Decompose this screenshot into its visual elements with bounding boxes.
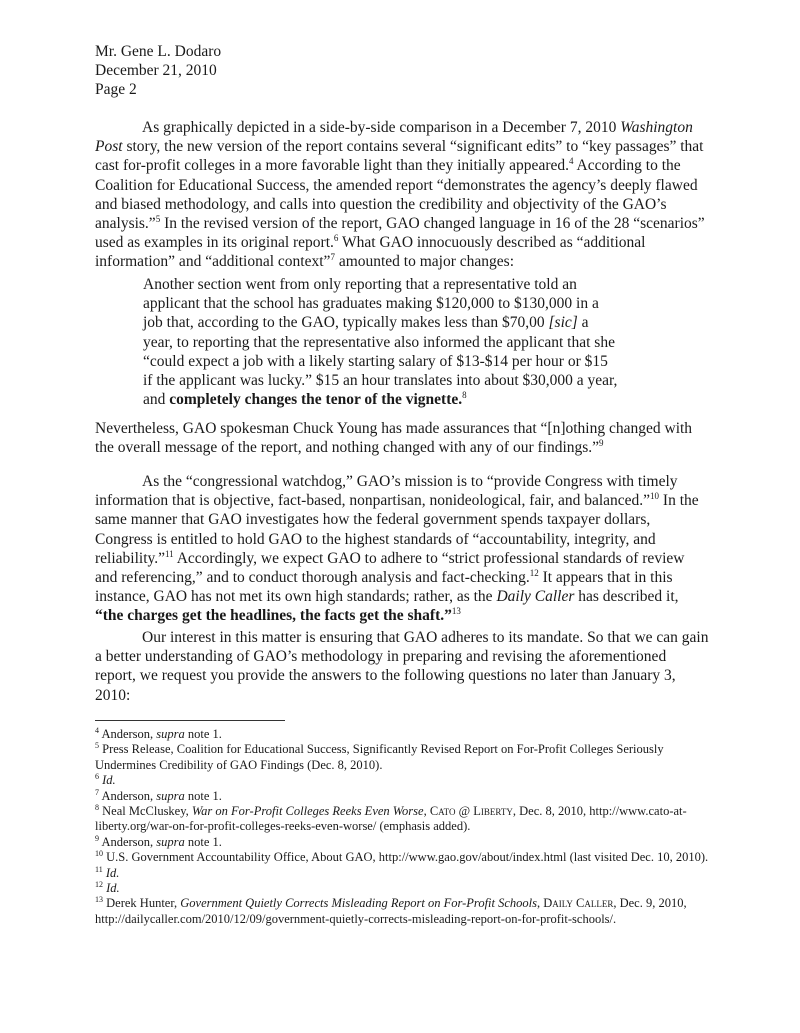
footnote-text: Derek Hunter, — [106, 896, 181, 911]
footnote-number: 10 — [95, 849, 103, 859]
footnote-text: note 1. — [184, 788, 222, 803]
footnote-number: 8 — [95, 802, 99, 812]
footnote-italic: supra — [156, 727, 185, 741]
publication-name: Daily Caller — [496, 588, 575, 606]
footnote-13 — [95, 896, 715, 927]
text-run: has described it, — [574, 588, 679, 606]
footnote-4 — [95, 727, 715, 742]
footnote-italic: supra — [156, 788, 185, 803]
footnote-number: 4 — [95, 725, 99, 735]
footnote-italic: Government Quietly Corrects Misleading Report on For-Profit Schools — [180, 896, 538, 911]
footnote-text: U.S. Government Accountability Office, About GAO, http://www.gao.gov/about/index.html (last visited Dec. 10, 2010). — [106, 850, 709, 865]
footnote-ref: 4 — [568, 156, 574, 167]
sic-marker: [sic] — [548, 314, 578, 332]
footnote-text: note 1. — [184, 834, 222, 849]
footnote-ref: 12 — [529, 567, 539, 578]
paragraph-4 — [95, 628, 710, 705]
text-run: In the same manner that GAO investigates how the federal government spends taxpayer dollars, Congress is entitled to hold GAO to the highest standards of “accountability, integrity, and reliability.” — [95, 492, 699, 567]
footnote-8 — [95, 804, 715, 835]
block-quote — [143, 275, 618, 409]
footnote-text: Anderson, — [101, 788, 157, 803]
emphasis-text: “the charges get the headlines, the facts get the shaft.” — [95, 607, 452, 625]
text-run: As graphically depicted in a side-by-side comparison in a December 7, 2010 — [142, 119, 621, 136]
footnote-italic: supra — [156, 834, 185, 849]
footnote-number: 11 — [95, 864, 103, 874]
page-number: Page 2 — [95, 81, 137, 98]
footnote-text: Neal McCluskey, — [102, 804, 192, 819]
letter-date: December 21, 2010 — [95, 62, 217, 79]
footnote-number: 7 — [95, 787, 99, 797]
footnote-number: 9 — [95, 833, 99, 843]
footnote-text: Anderson, — [101, 834, 157, 849]
text-run: Accordingly, we expect GAO to adhere to “strict professional standards of review and referencing,” and to conduct thorough analysis and fact-checking. — [95, 549, 685, 587]
footnote-5 — [95, 742, 715, 773]
footnote-6 — [95, 773, 715, 788]
footnote-ref: 5 — [155, 213, 161, 224]
footnotes — [95, 727, 715, 927]
footnote-ref: 11 — [165, 548, 174, 559]
footnote-ref: 13 — [451, 606, 461, 617]
footnote-11 — [95, 866, 715, 881]
footnote-smallcaps: Cato @ Liberty — [429, 804, 513, 819]
footnote-ref: 6 — [333, 233, 339, 244]
footnote-italic: Id. — [106, 881, 120, 896]
footnote-text: note 1. — [184, 727, 222, 741]
footnote-smallcaps: Daily Caller — [543, 896, 614, 911]
text-run: What GAO innocuously described as “additional information” and “additional context” — [95, 234, 646, 271]
footnote-divider — [95, 720, 285, 721]
text-run: It appears that in this instance, GAO has not met its own high standards; rather, as the — [95, 569, 673, 606]
footnote-number: 5 — [95, 741, 99, 751]
footnote-number: 12 — [95, 879, 103, 889]
text-run: As the “congressional watchdog,” GAO’s mission is to “provide Congress with timely information that is objective, fact-based, nonpartisan, nonideological, fair, and balanced.” — [95, 473, 678, 510]
publication-name: Washington Post — [95, 119, 693, 156]
text-run: Our interest in this matter is ensuring that GAO adheres to its mandate. So that we can gain a better understanding of GAO’s methodology in preparing and revising the aforementioned report, we request you provide the answers to the following questions no later than January 3, 2010: — [95, 629, 709, 704]
footnote-text: , Dec. 8, 2010, http://www.cato-at-liberty.org/war-on-for-profit-colleges-reeks-even-worse/ (emphasis added). — [95, 804, 687, 834]
footnote-number: 13 — [95, 895, 103, 905]
letter-header — [95, 42, 221, 99]
footnote-text: Anderson, — [101, 727, 157, 741]
footnote-ref: 9 — [599, 438, 604, 449]
text-run: According to the Coalition for Educational Success, the amended report “demonstrates the agency’s deeply flawed and biased methodology, and calls into question the credibility and objectivity of the GAO’s analysis.” — [95, 157, 698, 233]
emphasis-text: completely changes the tenor of the vignette. — [169, 391, 463, 409]
footnote-ref: 7 — [330, 252, 335, 263]
footnote-italic: Id. — [105, 865, 120, 880]
text-run: Another section went from only reporting that a representative told an applicant that the school has graduates making $120,000 to $130,000 in a job that, according to the GAO, typically makes less than $70,00 — [143, 276, 599, 332]
footnote-text: , — [537, 896, 544, 911]
text-run: amounted to major changes: — [334, 253, 514, 271]
text-run: In the revised version of the report, GAO changed language in 16 of the 28 “scenarios” used as examples in its original report. — [95, 215, 705, 252]
recipient-name: Mr. Gene L. Dodaro — [95, 43, 222, 60]
text-run: a year, to reporting that the representative also informed the applicant that she “could expect a job with a likely starting salary of $13-$14 per hour or $15 if the applicant was lucky.” $15 an hour translates into about $30,000 a year, and — [143, 314, 618, 409]
paragraph-1 — [95, 118, 710, 272]
paragraph-2 — [95, 419, 710, 457]
footnote-7 — [95, 789, 715, 804]
text-run: story, the new version of the report contains several “significant edits” to “key passages” that cast for-profit colleges in a more favorable light than they initially appeared. — [95, 138, 704, 175]
footnote-text: Press Release, Coalition for Educational Success, Significantly Revised Report on For-Profit Colleges Seriously Undermines Credibility of GAO Findings (Dec. 8, 2010). — [95, 742, 664, 772]
footnote-number: 6 — [95, 772, 99, 782]
footnote-italic: War on For-Profit Colleges Reeks Even Worse — [191, 804, 424, 819]
footnote-10 — [95, 850, 715, 865]
paragraph-3 — [95, 472, 710, 626]
text-run: Nevertheless, GAO spokesman Chuck Young has made assurances that “[n]othing changed with the overall message of the report, and nothing changed with any of our findings.” — [95, 420, 693, 457]
footnote-12 — [95, 881, 715, 896]
footnote-9 — [95, 835, 715, 850]
footnote-italic: Id. — [102, 773, 116, 788]
footnote-ref: 10 — [650, 491, 660, 502]
footnote-ref: 8 — [462, 390, 467, 401]
footnote-text: , — [423, 804, 430, 819]
footnote-text: , Dec. 9, 2010, http://dailycaller.com/2010/12/09/government-quietly-corrects-misleading-report-on-for-profit-schools/. — [95, 896, 687, 926]
